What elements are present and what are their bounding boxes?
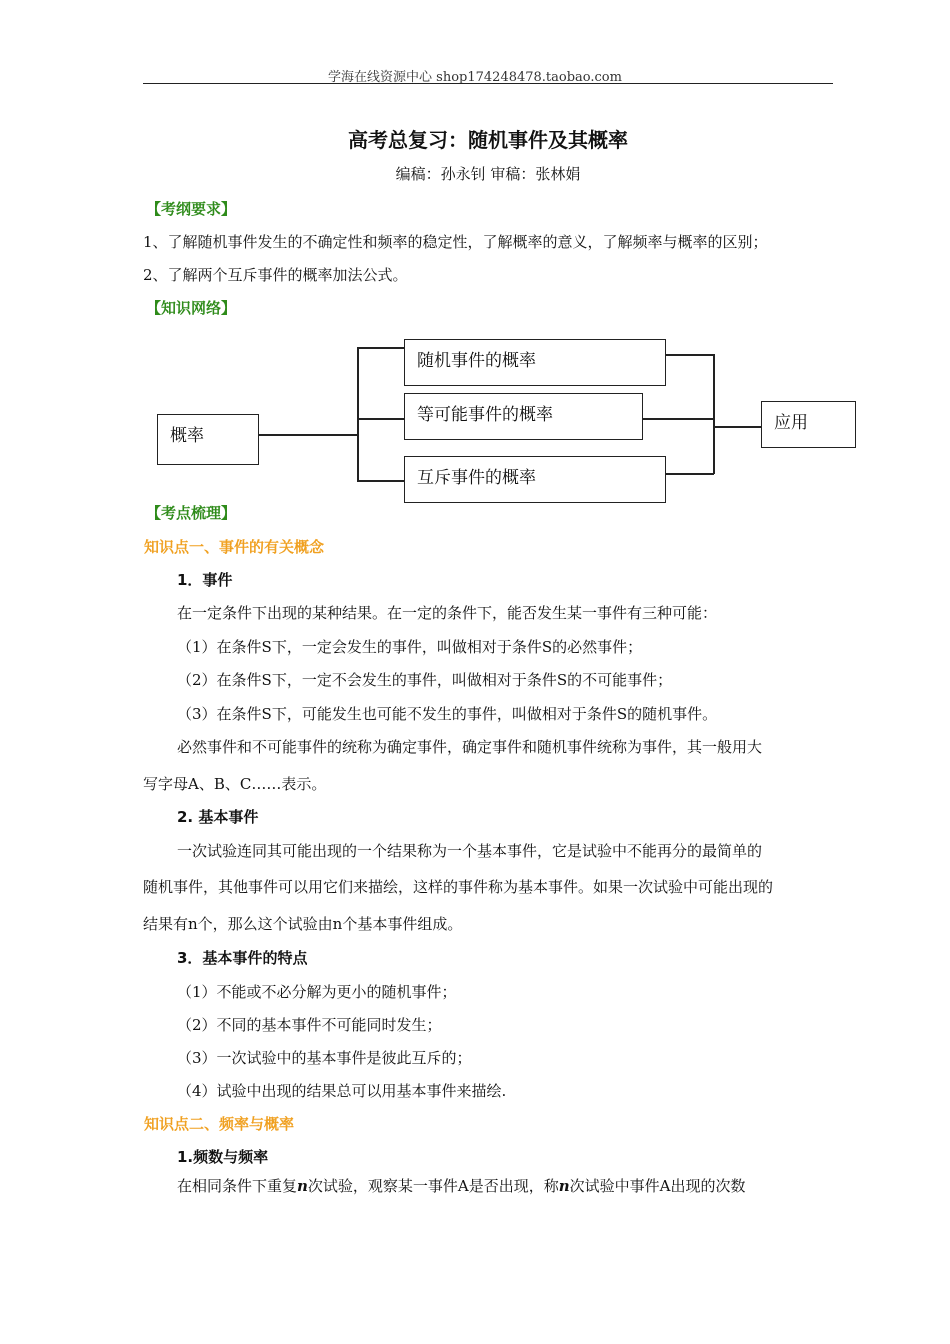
left-bracket [357, 347, 359, 481]
kp1-item-2: （2）在条件S下，一定不会发生的事件，叫做相对于条件S的不可能事件； [177, 671, 673, 689]
kp1-paragraph-3c: 结果有n个，那么这个试验由n个基本事件组成。 [143, 915, 463, 933]
kp1-paragraph-2a: 必然事件和不可能事件的统称为确定事件，确定事件和随机事件统称为事件，其一般用大 [177, 738, 763, 756]
kp2-p1-part-b: 次试验，观察某一事件A是否出现，称 [307, 1177, 559, 1195]
connector-target [713, 426, 761, 428]
kp1-paragraph-3a: 一次试验连同其可能出现的一个结果称为一个基本事件，它是试验中不能再分的最简单的 [177, 842, 763, 860]
connector-branch-2 [357, 418, 405, 420]
diagram-root-box: 概率 [157, 414, 259, 465]
kp2-title: 知识点二、频率与概率 [144, 1115, 295, 1133]
kp1-title: 知识点一、事件的有关概念 [144, 538, 325, 556]
right-bracket [713, 354, 715, 474]
kp1-paragraph-2b: 写字母A、B、C……表示。 [143, 775, 327, 793]
variable-n: n [558, 1177, 570, 1195]
section-requirements: 【考纲要求】 [146, 200, 237, 218]
connector-root [259, 434, 358, 436]
kp1-heading-3: 3．基本事件的特点 [177, 949, 308, 967]
diagram-target-box: 应用 [761, 401, 856, 448]
kp1-feature-2: （2）不同的基本事件不可能同时发生； [177, 1016, 442, 1034]
kp2-p1-part-a: 在相同条件下重复 [177, 1177, 298, 1195]
connector-branch-1 [357, 347, 405, 349]
kp1-paragraph-3b: 随机事件，其他事件可以用它们来描绘，这样的事件称为基本事件。如果一次试验中可能出现的 [143, 878, 774, 896]
kp1-feature-3: （3）一次试验中的基本事件是彼此互斥的； [177, 1049, 472, 1067]
page-title: 高考总复习：随机事件及其概率 [348, 128, 628, 152]
kp2-paragraph-1 [177, 1175, 746, 1196]
diagram-branch-2: 等可能事件的概率 [404, 393, 643, 440]
requirement-1: 1、了解随机事件发生的不确定性和频率的稳定性，了解概率的意义，了解频率与概率的区别； [143, 233, 768, 251]
kp1-heading-2: 2. 基本事件 [177, 808, 259, 826]
kp1-feature-1: （1）不能或不必分解为更小的随机事件； [177, 983, 457, 1001]
kp1-paragraph-1: 在一定条件下出现的某种结果。在一定的条件下，能否发生某一事件有三种可能： [177, 604, 718, 622]
page-header: 学海在线资源中心 shop174248478.taobao.com [328, 70, 622, 85]
kp1-feature-4: （4）试验中出现的结果总可以用基本事件来描绘. [177, 1082, 507, 1100]
kp2-heading-1: 1.频数与频率 [177, 1148, 269, 1166]
requirement-2: 2、了解两个互斥事件的概率加法公式。 [143, 266, 408, 284]
connector-out-1 [666, 354, 714, 356]
kp2-p1-part-c: 次试验中事件A出现的次数 [569, 1177, 746, 1195]
connector-out-2 [643, 418, 714, 420]
diagram-branch-1: 随机事件的概率 [404, 339, 666, 386]
variable-n: n [297, 1177, 308, 1195]
section-points: 【考点梳理】 [146, 504, 237, 522]
header-rule [143, 83, 833, 84]
kp1-item-3: （3）在条件S下，可能发生也可能不发生的事件，叫做相对于条件S的随机事件。 [177, 705, 718, 723]
section-network: 【知识网络】 [146, 299, 237, 317]
diagram-branch-3: 互斥事件的概率 [404, 456, 666, 503]
connector-branch-3 [357, 480, 405, 482]
connector-out-3 [666, 473, 714, 475]
editors-line: 编稿：孙永钊 审稿：张林娟 [395, 165, 581, 183]
kp1-heading-1: 1．事件 [177, 571, 233, 589]
kp1-item-1: （1）在条件S下，一定会发生的事件，叫做相对于条件S的必然事件； [177, 638, 643, 656]
